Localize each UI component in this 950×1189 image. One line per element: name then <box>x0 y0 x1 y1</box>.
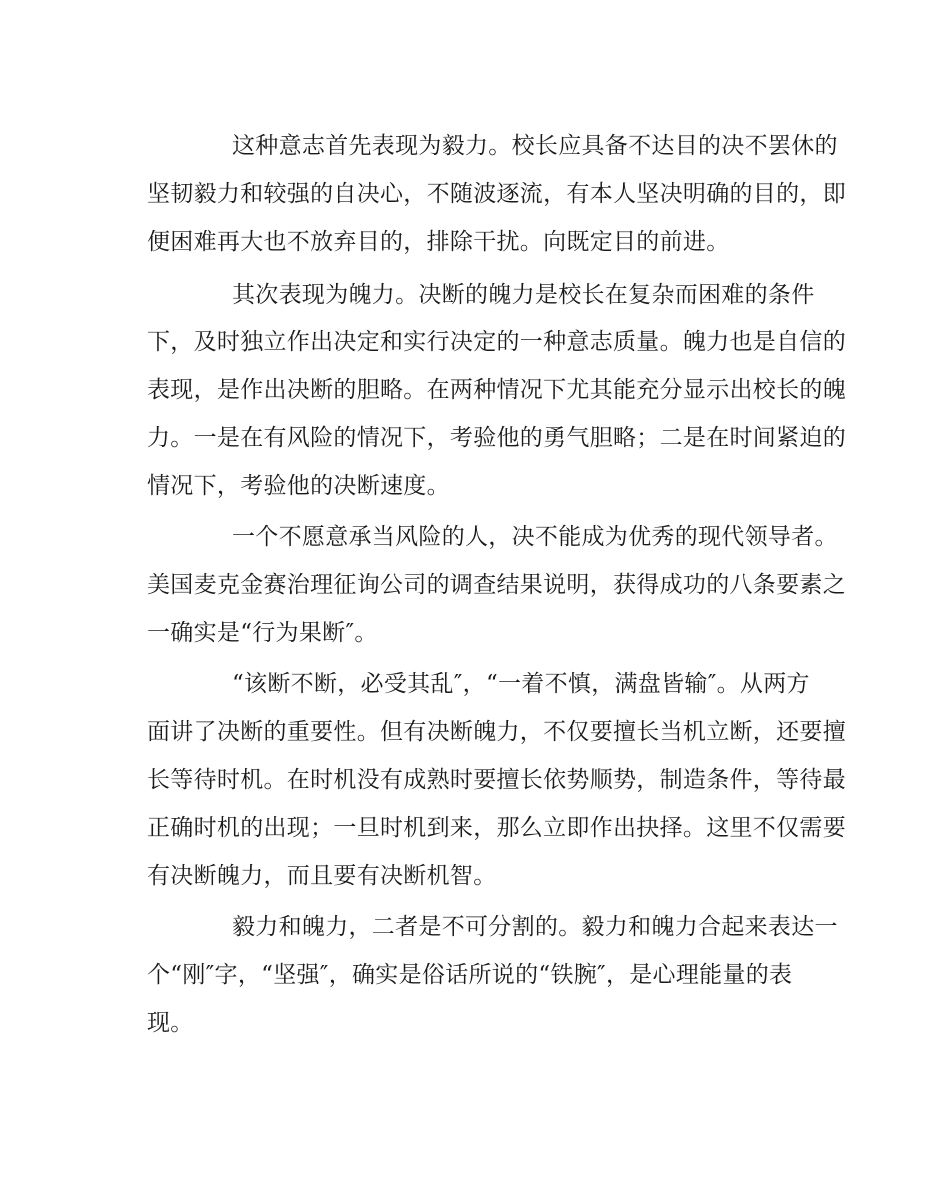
text-line: 现。 <box>147 1010 194 1036</box>
text-line: 面讲了决断的重要性。但有决断魄力，不仅要擅长当机立断，还要擅 <box>147 719 846 745</box>
text-line: “该断不断，必受其乱″，“一着不慎，满盘皆输″。从两方 <box>232 671 810 697</box>
text-line: 一确实是“行为果断″。 <box>147 620 378 646</box>
text-line: 下，及时独立作出决定和实行决定的一种意志质量。魄力也是自信的 <box>147 329 846 355</box>
text-line: 其次表现为魄力。决断的魄力是校长在复杂而困难的条件 <box>232 282 815 308</box>
text-line: 坚韧毅力和较强的自决心，不随波逐流，有本人坚决明确的目的，即 <box>147 181 846 207</box>
text-line: 情况下，考验他的决断速度。 <box>147 473 450 499</box>
text-line: 力。一是在有风险的情况下，考验他的勇气胆略；二是在时间紧迫的 <box>147 425 846 451</box>
text-line: 美国麦克金赛治理征询公司的调查结果说明，获得成功的八条要素之 <box>147 572 846 598</box>
text-line: 表现，是作出决断的胆略。在两种情况下尤其能充分显示出校长的魄 <box>147 377 846 403</box>
text-line: 一个不愿意承当风险的人，决不能成为优秀的现代领导者。 <box>232 524 838 550</box>
text-line: 正确时机的出现；一旦时机到来，那么立即作出抉择。这里不仅需要 <box>147 815 846 841</box>
text-line: 这种意志首先表现为毅力。校长应具备不达目的决不罢休的 <box>232 133 838 159</box>
text-line: 有决断魄力，而且要有决断机智。 <box>147 863 497 889</box>
text-line: 个“刚″字，“坚强″，确实是俗话所说的“铁腕″，是心理能量的表 <box>147 962 793 988</box>
text-line: 长等待时机。在时机没有成熟时要擅长依势顺势，制造条件，等待最 <box>147 767 846 793</box>
text-line: 毅力和魄力，二者是不可分割的。毅力和魄力合起来表达一 <box>232 914 838 940</box>
text-line: 便困难再大也不放弃目的，排除干扰。向既定目的前进。 <box>147 229 730 255</box>
